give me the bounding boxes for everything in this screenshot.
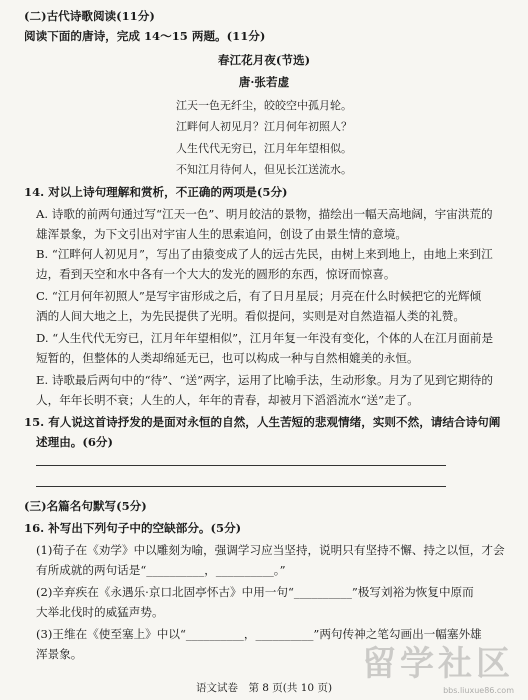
q14-option-b: B. “江畔何人初见月”，写出了由猿变成了人的远古先民，由树上来到地上，由地上来到江 (36, 247, 493, 261)
instruction: 阅读下面的唐诗，完成 14～15 两题。(11分) (24, 29, 266, 43)
poem-line: 江畔何人初见月？江月何年初照人？ (176, 120, 352, 133)
poem-line: 江天一色无纤尘，皎皎空中孤月轮。 (176, 99, 352, 112)
q14-option-e: E. 诗歌最后两句中的“待”、“送”两字，运用了比喻手法，生动形象。月为了见到它期待的 (36, 373, 493, 387)
q16-item-2: (2)辛弃疾在《永遇乐·京口北固亭怀古》中用一句“__________”极写刘裕为恢复中原而 (36, 585, 474, 599)
q14-option-d-cont: 短暂的，但整体的人类却绵延无已，也可以构成一种与自然相媲美的永恒。 (36, 351, 419, 365)
q14-option-e-cont: 人，年年长明不衰；人生的人，年年的青春，却被月下滔滔流水“送”走了。 (36, 393, 419, 407)
watermark-logo: 留学社区 (362, 644, 514, 684)
q14-option-b-cont: 边，看到天空和水中各有一个大大的发光的圆形的东西，惊讶而惊喜。 (36, 267, 396, 281)
poem-author: 唐·张若虚 (238, 75, 290, 89)
page-footer: 语文试卷 第 8 页(共 10 页) (195, 682, 333, 694)
q16-item-2-cont: 大举北伐时的威猛声势。 (36, 605, 164, 619)
q14-option-c-cont: 洒的人间大地之上，为先民提供了光明。看似提问，实则是对自然造福人类的礼赞。 (36, 309, 465, 323)
watermark-url: bbs.liuxue86.com (443, 686, 514, 695)
poem-line: 人生代代无穷已，江月年年望相似。 (176, 142, 352, 155)
q14-option-a-cont: 雄浑景象，为下文引出对宇宙人生的思索追问，创设了由景生情的意境。 (36, 227, 408, 241)
q14-option-d: D. “人生代代无穷已，江月年年望相似”，江月年复一年没有变化，个体的人在江月面前是 (36, 331, 494, 345)
q14-stem: 14. 对以上诗句理解和赏析，不正确的两项是(5分) (24, 185, 288, 199)
poem-line: 不知江月待何人，但见长江送流水。 (176, 163, 352, 176)
q16-item-1-cont: 有所成就的两句话是“__________，__________。” (36, 563, 286, 577)
q14-option-a: A. 诗歌的前两句通过写“江天一色”、明月皎洁的景物，描绘出一幅天高地阔，宇宙洪荒的 (36, 207, 493, 221)
q15-stem: 15. 有人说这首诗抒发的是面对永恒的自然，人生苦短的悲观情绪，实则不然，请结合诗句阐 (24, 415, 501, 429)
q14-option-c: C. “江月何年初照人”是写宇宙形成之后，有了日月星辰；月亮在什么时候把它的光辉倾 (36, 289, 482, 303)
answer-line (36, 465, 446, 466)
q16-item-1: (1)荀子在《劝学》中以雕刻为喻，强调学习应当坚持，说明只有坚持不懈、持之以恒，才会 (36, 543, 505, 557)
section2-title: (二)古代诗歌阅读(11分) (24, 9, 155, 23)
section3-title: (三)名篇名句默写(5分) (24, 499, 147, 513)
q15-stem-cont: 述理由。(6分) (36, 435, 114, 449)
answer-line (36, 486, 446, 487)
q16-item-3-cont: 浑景象。 (36, 647, 83, 661)
q16-stem: 16. 补写出下列句子中的空缺部分。(5分) (24, 521, 242, 535)
q16-item-3: (3)王维在《使至塞上》中以“__________，__________”两句传神之笔勾画出一幅塞外雄 (36, 627, 482, 641)
poem-title: 春江花月夜(节选) (217, 53, 311, 67)
